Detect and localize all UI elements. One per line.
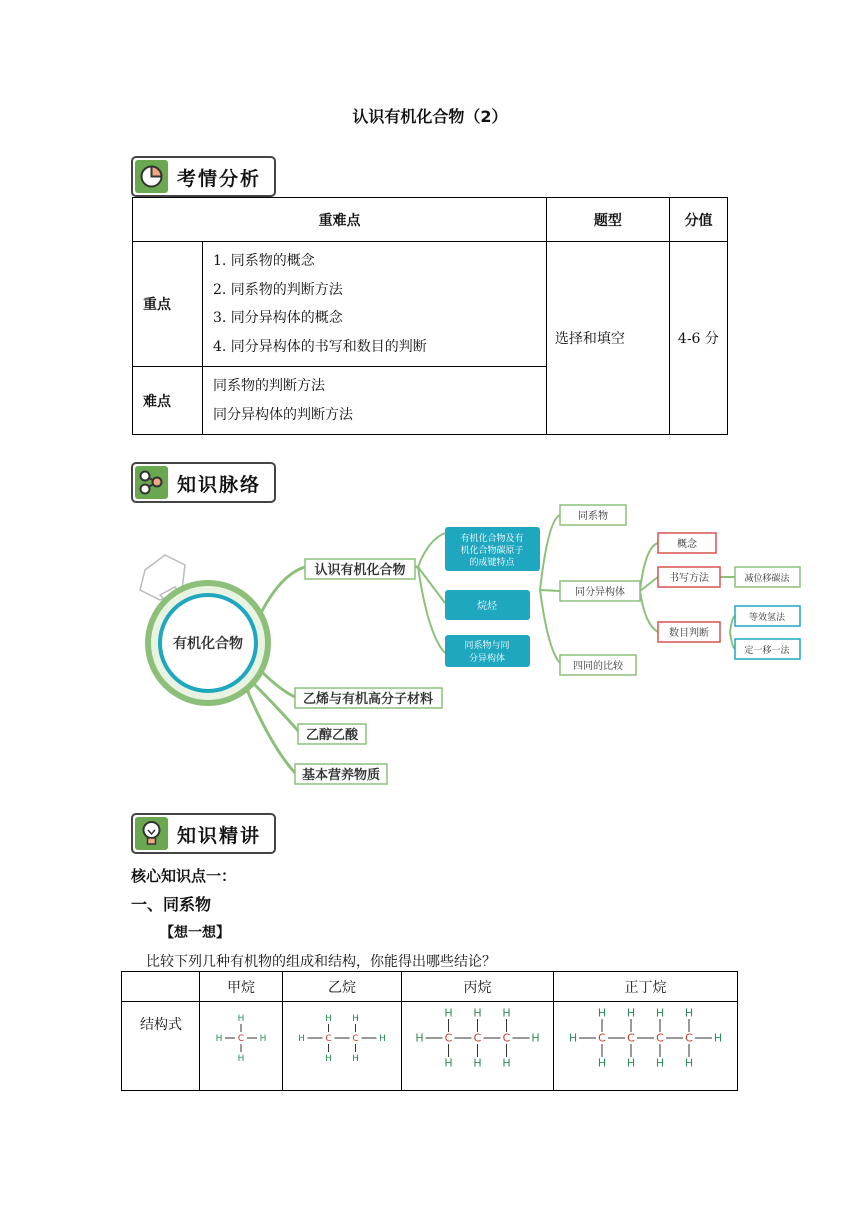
hydrogen-atom: H: [597, 1056, 607, 1070]
method-label: 定一移一法: [744, 646, 790, 656]
score-value: 4-6 分: [669, 242, 727, 435]
sub-label: 烷烃: [477, 601, 497, 612]
hydrogen-atom: H: [215, 1034, 223, 1044]
carbon-atom: C: [473, 1031, 482, 1045]
knowledge-mindmap: [120, 495, 820, 795]
iso-label: 概念: [677, 539, 697, 550]
hydrogen-atom: H: [352, 1014, 359, 1024]
prompt-text: 比较下列几种有机物的组成和结构，你能得出哪些结论？: [146, 954, 496, 970]
core-point-label: 核心知识点一：: [131, 867, 237, 885]
column-header: 甲烷: [200, 972, 283, 1002]
hydrogen-atom: H: [568, 1031, 578, 1045]
difficult-items: [203, 367, 547, 435]
hydrogen-atom: H: [502, 1006, 511, 1020]
hydrogen-atom: H: [684, 1006, 694, 1020]
exam-analysis-table: [132, 197, 728, 435]
svg-text:机化合物碳原子: 机化合物碳原子: [460, 546, 524, 556]
branch-label: 乙醇乙酸: [305, 728, 359, 743]
carbon-atom: C: [237, 1034, 245, 1044]
hydrogen-atom: H: [655, 1056, 665, 1070]
carbon-atom: C: [325, 1034, 332, 1044]
hydrogen-atom: H: [626, 1056, 636, 1070]
header-cell: 题型: [546, 198, 669, 242]
hydrogen-atom: H: [626, 1006, 636, 1020]
carbon-atom: C: [444, 1031, 453, 1045]
leaf-label: 四同的比较: [573, 661, 623, 672]
page-title: 认识有机化合物（2）: [352, 107, 508, 126]
hydrogen-atom: H: [352, 1054, 359, 1064]
key-item: 4. 同分异构体的书写和数目的判断: [213, 338, 427, 355]
section-heading: 一、同系物: [131, 895, 212, 914]
carbon-atom: C: [502, 1031, 511, 1045]
difficult-label: 难点: [133, 367, 203, 435]
key-label: 重点: [133, 242, 203, 367]
column-header: 丙烷: [402, 972, 554, 1002]
hydrogen-atom: H: [473, 1006, 482, 1020]
methane-structure: [200, 1002, 283, 1091]
carbon-atom: C: [352, 1034, 359, 1044]
leaf-label: 同分异构体: [575, 587, 625, 598]
hydrogen-atom: H: [444, 1056, 453, 1070]
difficult-item: 同分异构体的判断方法: [213, 406, 353, 423]
propane-structure: [402, 1002, 554, 1091]
hydrogen-atom: H: [473, 1056, 482, 1070]
branch-label: 基本营养物质: [301, 768, 381, 783]
section-title: 知识精讲: [177, 825, 262, 847]
ethane-structure: [283, 1002, 402, 1091]
carbon-atom: C: [685, 1031, 693, 1045]
center-label: 有机化合物: [173, 636, 243, 652]
hydrogen-atom: H: [531, 1031, 540, 1045]
branch-label: 乙烯与有机高分子材料: [302, 692, 434, 707]
iso-label: 数目判断: [669, 628, 709, 639]
svg-text:同系物与同: 同系物与同: [464, 641, 510, 651]
hydrogen-atom: H: [713, 1031, 723, 1045]
hydrogen-atom: H: [379, 1034, 386, 1044]
header-cell: 重难点: [133, 198, 547, 242]
hydrogen-atom: H: [325, 1014, 332, 1024]
hydrogen-atom: H: [597, 1006, 607, 1020]
hydrogen-atom: H: [259, 1034, 267, 1044]
hydrogen-atom: H: [325, 1054, 332, 1064]
column-header: 乙烷: [283, 972, 402, 1002]
svg-text:分异构体: 分异构体: [468, 654, 506, 664]
hydrogen-atom: H: [298, 1034, 305, 1044]
hydrogen-atom: H: [655, 1006, 665, 1020]
carbon-atom: C: [656, 1031, 664, 1045]
iso-label: 书写方法: [669, 573, 709, 584]
hydrogen-atom: H: [684, 1056, 694, 1070]
column-header: 正丁烷: [554, 972, 738, 1002]
section-title: 知识脉络: [177, 474, 262, 496]
pie-chart-icon: [135, 160, 168, 193]
key-item: 2. 同系物的判断方法: [213, 281, 343, 298]
butane-structure: [554, 1002, 738, 1091]
think-label: 【想一想】: [160, 925, 230, 941]
svg-text:的成键特点: 的成键特点: [469, 558, 515, 568]
key-item: 1. 同系物的概念: [213, 253, 315, 269]
hydrogen-atom: H: [502, 1056, 511, 1070]
carbon-atom: C: [627, 1031, 635, 1045]
hydrogen-atom: H: [237, 1054, 245, 1064]
method-label: 等效氢法: [748, 613, 786, 623]
hydrogen-atom: H: [444, 1006, 453, 1020]
method-label: 减位移碳法: [744, 574, 790, 584]
row-label: 结构式: [122, 1002, 200, 1091]
difficult-item: 同系物的判断方法: [213, 378, 325, 394]
branch-label: 认识有机化合物: [314, 563, 406, 578]
key-item: 3. 同分异构体的概念: [213, 310, 343, 326]
svg-text:有机化合物及有: 有机化合物及有: [460, 534, 524, 544]
carbon-atom: C: [598, 1031, 606, 1045]
hydrogen-atom: H: [237, 1014, 245, 1024]
lightbulb-icon: [135, 817, 168, 850]
key-items: [203, 242, 547, 367]
section-header-exam: [131, 156, 276, 197]
section-title: 考情分析: [177, 168, 262, 190]
section-header-lecture: [131, 813, 276, 854]
question-type: 选择和填空: [546, 242, 669, 435]
leaf-label: 同系物: [578, 511, 608, 522]
hydrogen-atom: H: [415, 1031, 424, 1045]
alkane-compare-table: [121, 971, 738, 1091]
header-cell: 分值: [669, 198, 727, 242]
